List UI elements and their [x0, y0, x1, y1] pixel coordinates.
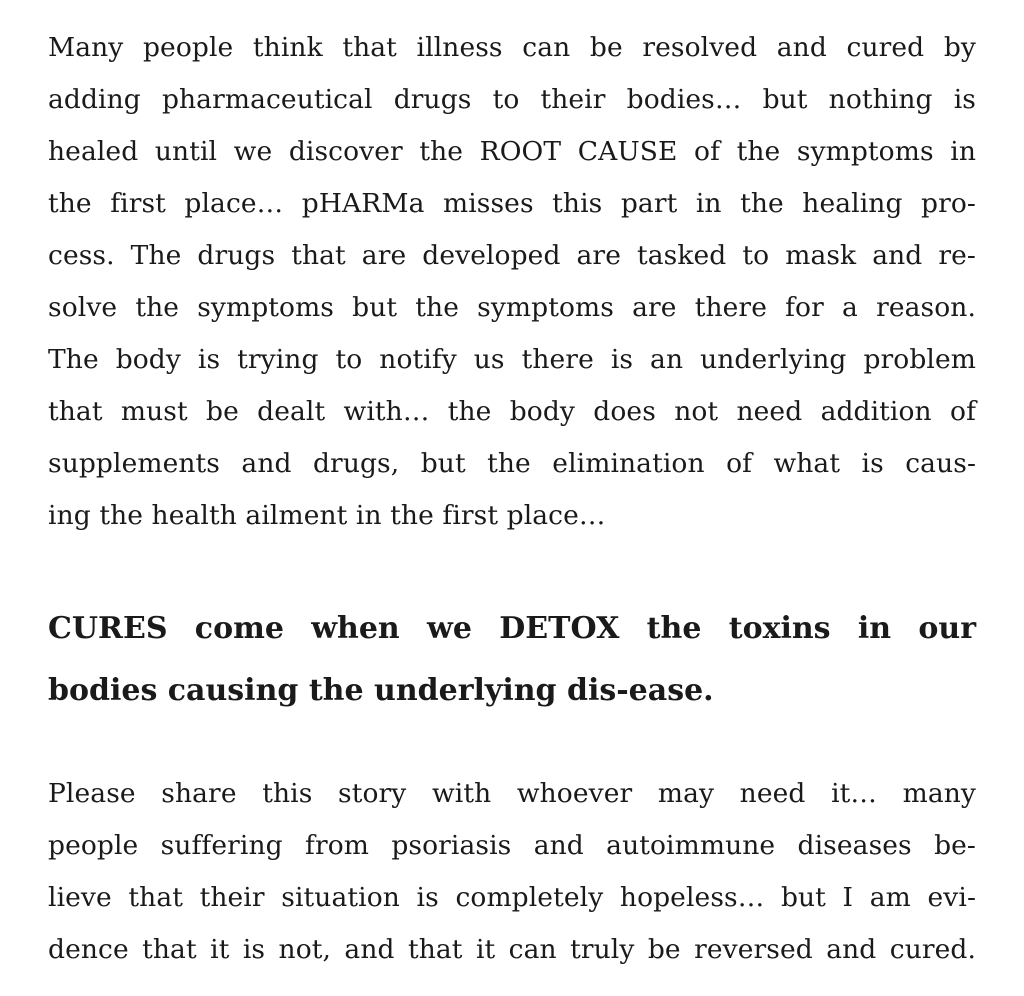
paragraph-line: lieve that their situation is completely hopeless… but I am evi- — [48, 882, 976, 913]
paragraph-line: cess. The drugs that are developed are tasked to mask and re- — [48, 240, 976, 271]
paragraph-line: supplements and drugs, but the elimination of what is caus- — [48, 448, 976, 479]
paragraph-line: the first place… pHARMa misses this part in the healing pro- — [48, 188, 976, 219]
paragraph-line: adding pharmaceutical drugs to their bodies… but nothing is — [48, 84, 976, 115]
paragraph-line: people suffering from psoriasis and autoimmune diseases be- — [48, 830, 976, 861]
paragraph-line: dence that it is not, and that it can truly be reversed and cured. — [48, 934, 976, 965]
paragraph-line: The body is trying to notify us there is an underlying problem — [48, 344, 976, 375]
paragraph-line: Please share this story with whoever may need it… many — [48, 778, 976, 809]
heading-line: CURES come when we DETOX the toxins in our — [48, 611, 976, 646]
paragraph-line: solve the symptoms but the symptoms are there for a reason. — [48, 292, 976, 323]
paragraph-line: healed until we discover the ROOT CAUSE of the symptoms in — [48, 136, 976, 167]
paragraph-line: that must be dealt with… the body does not need addition of — [48, 396, 976, 427]
paragraph-line: ing the health ailment in the first place… — [48, 500, 606, 531]
heading-line: bodies causing the underlying dis-ease. — [48, 673, 714, 708]
intro-paragraph — [48, 22, 976, 542]
closing-paragraph — [48, 768, 976, 976]
bold-heading — [48, 598, 976, 722]
paragraph-line: Many people think that illness can be resolved and cured by — [48, 32, 976, 63]
